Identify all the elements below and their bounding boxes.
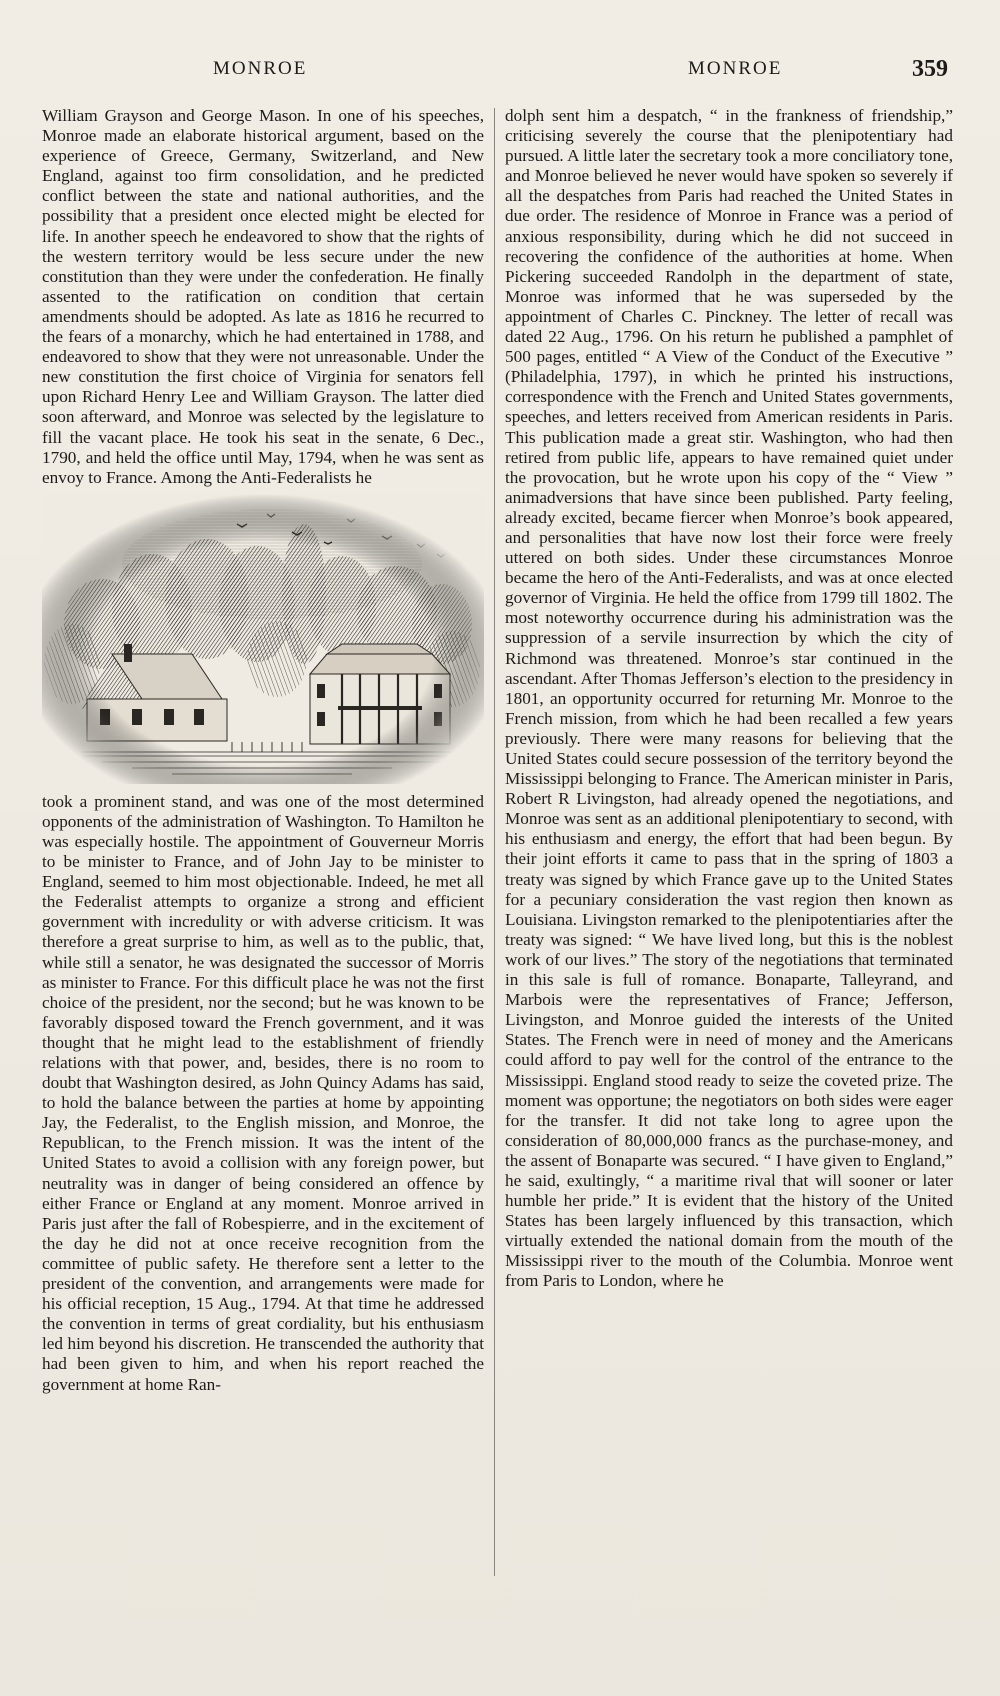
column-divider <box>494 108 495 1576</box>
left-column <box>42 106 484 1395</box>
running-head-left: MONROE <box>213 58 308 79</box>
right-paragraph-1: dolph sent him a despatch, “ in the frankness of friendship,” criticising severely the course that the plenipotentiary had pursued. A little later the secretary took a more conciliatory tone, and Monroe believed he never would have spoken so severely if all the despatches from Paris had reached the United States in due order. The residence of Monroe in France was a period of anxious responsibility, during which he did not succeed in recovering the confidence of the authorities at home. When Pickering succeeded Randolph in the department of state, Monroe was informed that he was superseded by the appointment of Charles C. Pinckney. The letter of recall was dated 22 Aug., 1796. On his return he published a pamphlet of 500 pages, entitled “ A View of the Conduct of the Executive ” (Philadelphia, 1797), in which he printed his instructions, correspondence with the French and United States governments, speeches, and letters received from American residents in Paris. This publication made a great stir. Washington, who had then retired from public life, appears to have remained quiet under the provocation, but he wrote upon his copy of the “ View ” animadversions that have since been published. Party feeling, already excited, became fiercer when Monroe’s book appeared, and personalities that have now lost their force were freely uttered on both sides. Under these circumstances Monroe became the hero of the Anti-Federalists, and was at once elected governor of Virginia. He held the office from 1799 till 1802. The most noteworthy occurrence during his administration was the suppression of a servile insurrection by which the city of Richmond was threatened. Monroe’s star continued in the ascendant. After Thomas Jefferson’s election to the presidency in 1801, an opportunity occurred for returning Mr. Monroe to the French mission, from which he had been recalled a few years previously. There were many reasons for believing that the United States could secure possession of the territory beyond the Mississippi belonging to France. The American minister in Paris, Robert R Livingston, had already opened the negotiations, and Monroe was sent as an additional plenipotentiary to second, with his enthusiasm and energy, the effort that had been begun. By their joint efforts it came to pass that in the spring of 1803 a treaty was signed by which France gave up to the United States for a pecuniary consideration the vast region then known as Louisiana. Livingston remarked to the plenipotentiaries after the treaty was signed: “ We have lived long, but this is the noblest work of our lives.” The story of the negotiations that terminated in this sale is full of romance. Bonaparte, Talleyrand, and Marbois were the representatives of France; Jefferson, Livingston, and Monroe guided the interests of the United States. The French were in need of money and the Americans could afford to pay well for the control of the entrance to the Mississippi. England stood ready to seize the coveted prize. The moment was opportune; the negotiators on both sides were eager for the transfer. It did not take long to agree upon the consideration of 80,000,000 francs as the purchase-money, and the assent of Bonaparte was secured. “ I have given to England,” he said, exultingly, “ a maritime rival that will sooner or later humble her pride.” It is evident that the history of the United States has been largely influenced by this transaction, which virtually extended the national domain from the mouth of the Mississippi river to the mouth of the Columbia. Monroe went from Paris to London, where he <box>505 106 953 1291</box>
left-paragraph-2: took a prominent stand, and was one of the most determined opponents of the administration of Washington. To Hamilton he was especially hostile. The appointment of Gouverneur Morris to be minister to France, and of John Jay to be minister to England, seemed to him most objectionable. Indeed, he met all the Federalist attempts to organize a strong and efficient government with incredulity or with adverse criticism. It was therefore a great surprise to him, as well as to the public, that, while still a senator, he was designated the successor of Morris as minister to France. For this difficult place he was not the first choice of the president, nor the second; but he was known to be favorably disposed toward the French government, and it was thought that he might lead to the establishment of friendly relations with that power, and, besides, there is no room to doubt that Washington desired, as John Quincy Adams has said, to hold the balance between the parties at home by appointing Jay, the Federalist, to the English mission, and Monroe, the Republican, to the French mission. It was the intent of the United States to avoid a collision with any foreign power, but neutrality was in danger of being considered an offence by either France or England at any moment. Monroe arrived in Paris just after the fall of Robespierre, and in the excitement of the day he did not at once receive recognition from the committee of public safety. He therefore sent a letter to the president of the convention, and arrangements were made for his official reception, 15 Aug., 1794. At that time he addressed the convention in terms of great cordiality, but his enthusiasm led him beyond his discretion. He transcended the authority that had been given to him, and when his report reached the government at home Ran- <box>42 791 484 1394</box>
page-number: 359 <box>912 56 948 82</box>
right-column <box>505 106 953 1292</box>
left-paragraph-1: William Grayson and George Mason. In one of his speeches, Monroe made an elaborate historical argument, based on the experience of Greece, Germany, Switzerland, and New England, against too firm consolidation, and he predicted conflict between the state and national authorities, and the possibility that a president once elected might be elected for life. In another speech he endeavored to show that the rights of the western territory would be less secure under the new constitution than they were under the confederation. He finally assented to the ratification on condition that certain amendments should be adopted. As late as 1816 he recurred to the fears of a monarchy, which he had entertained in 1788, and endeavored to show that they were not unreasonable. Under the new constitution the first choice of Virginia for senators fell upon Richard Henry Lee and William Grayson. The latter died soon afterward, and Monroe was selected by the legislature to fill the vacant place. He took his seat in the senate, 6 Dec., 1790, and held the office until May, 1794, when he was sent as envoy to France. Among the Anti-Federalists he <box>42 106 484 487</box>
house-engraving-illustration <box>42 494 484 784</box>
running-head-right: MONROE <box>688 58 783 79</box>
engraving-house-among-trees-icon <box>42 494 484 784</box>
